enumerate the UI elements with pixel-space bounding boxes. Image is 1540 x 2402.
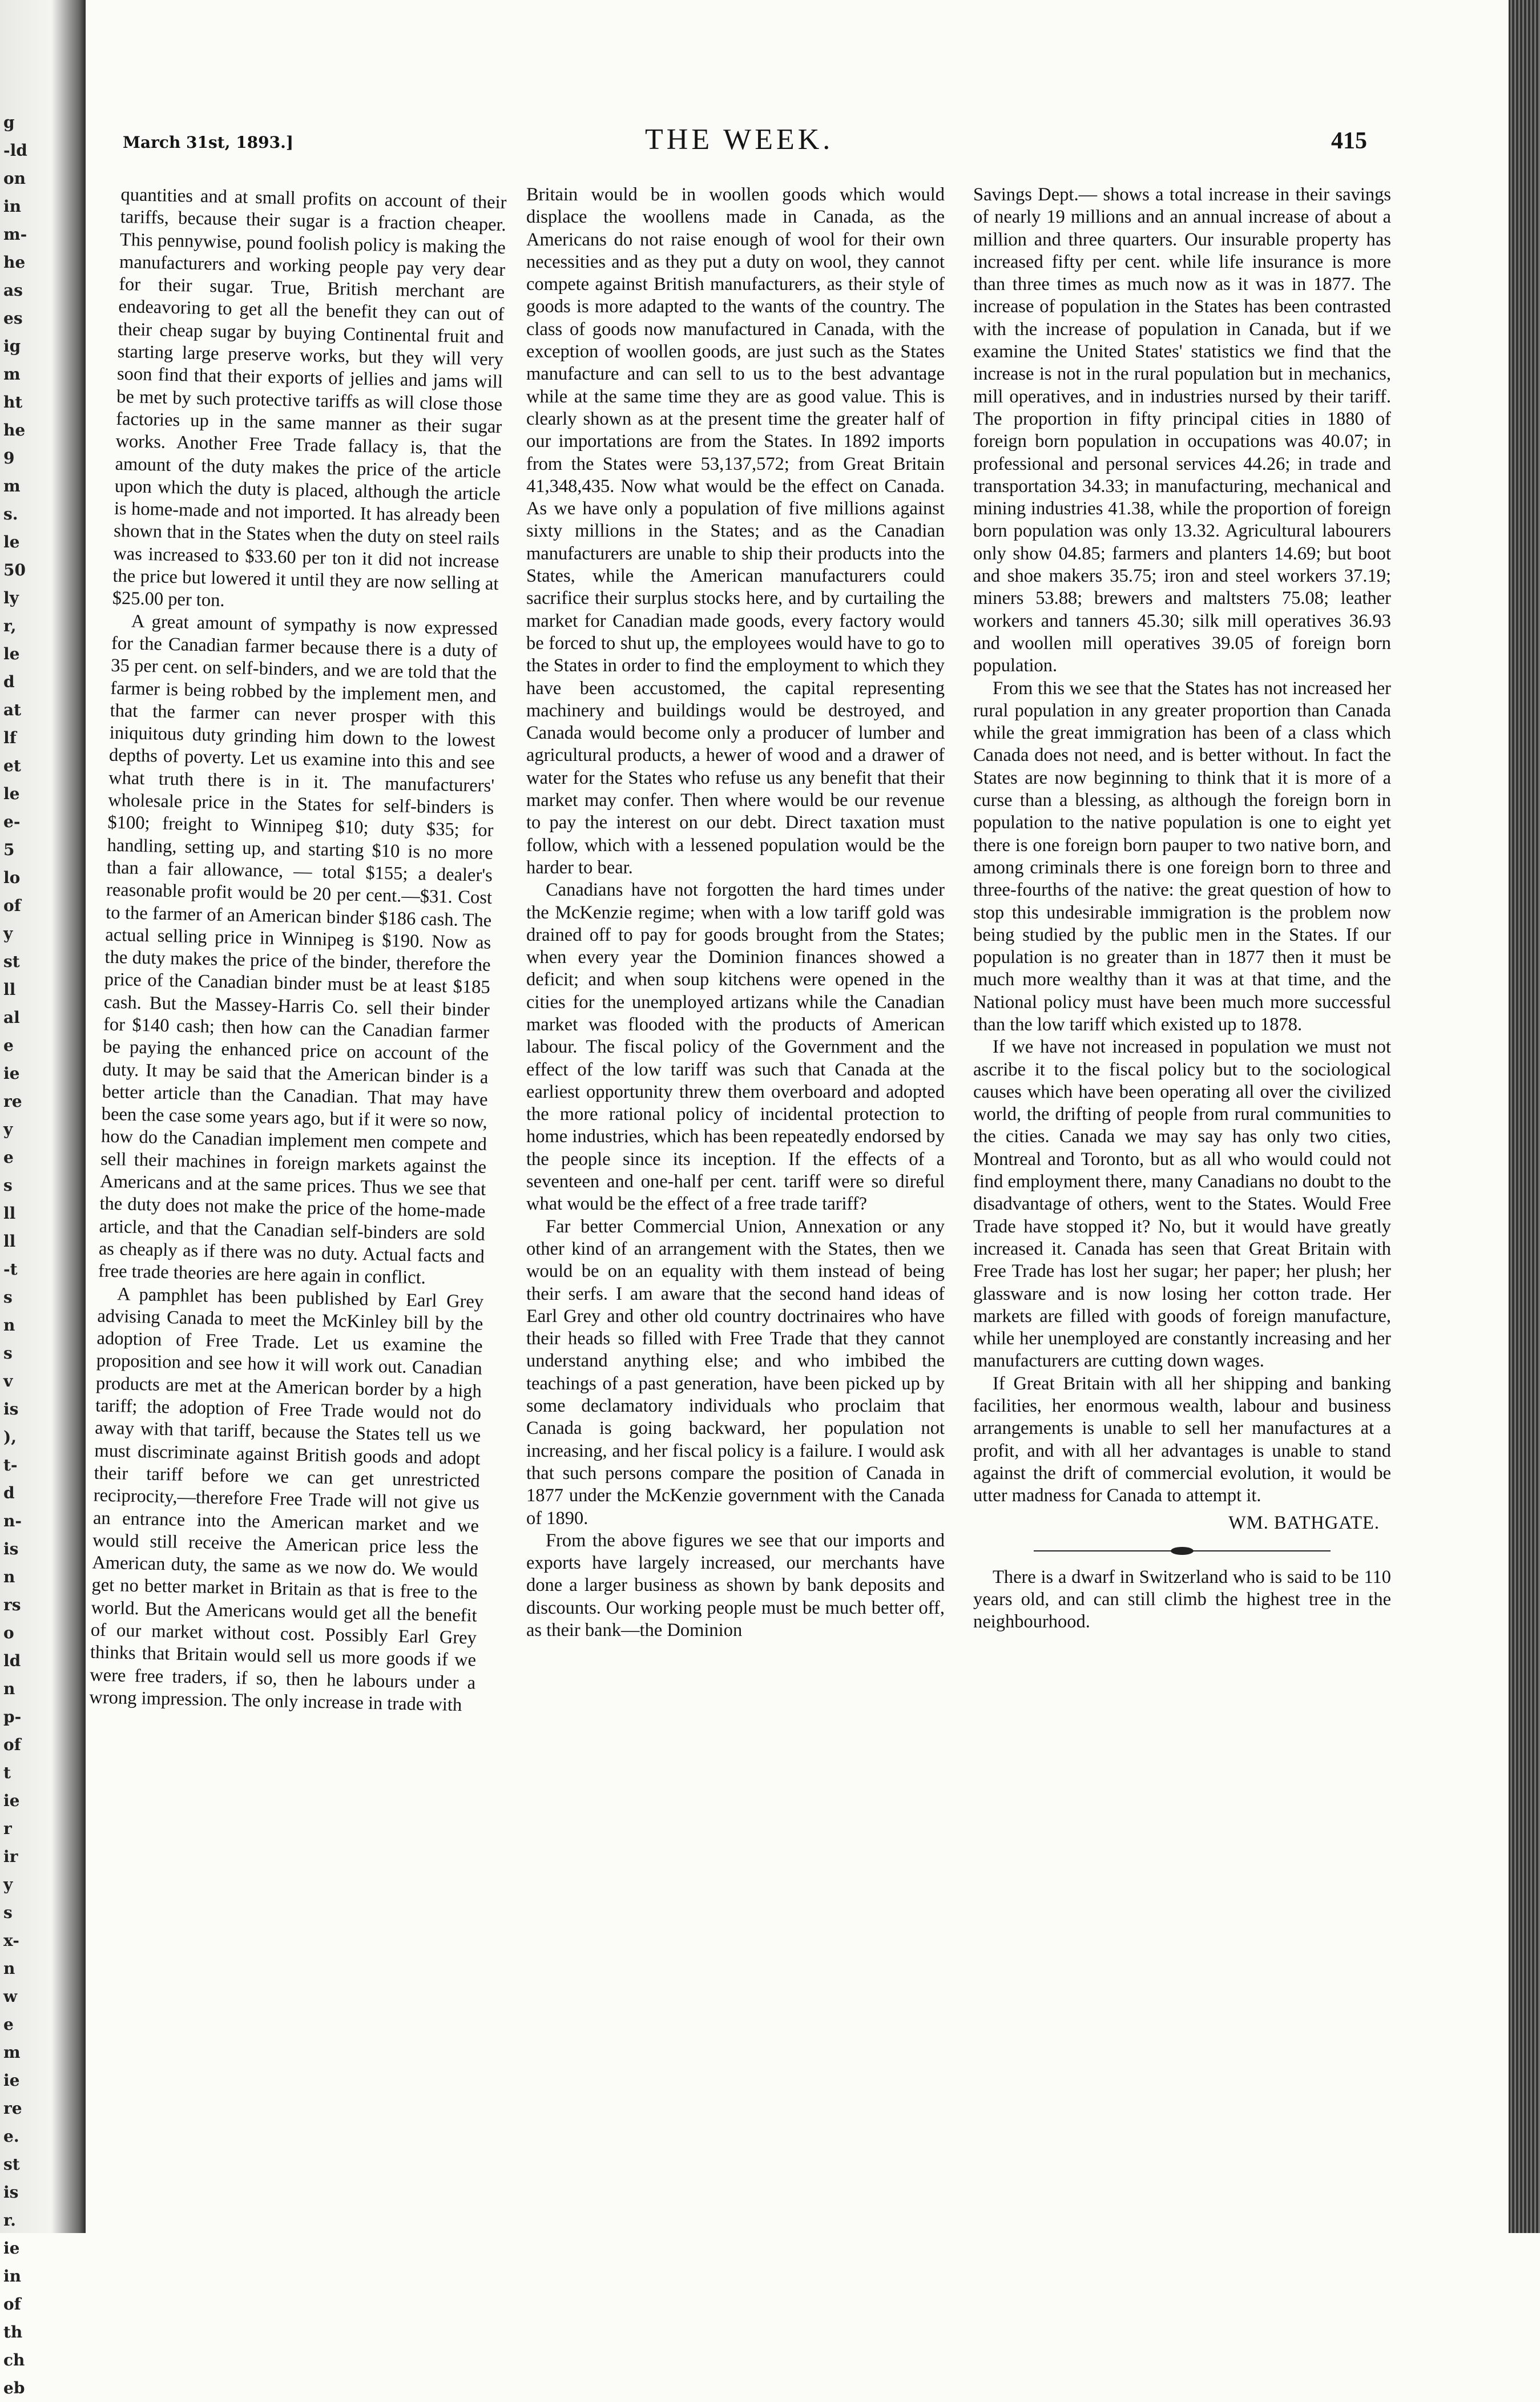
edge-fragment: re: [3, 1092, 22, 1111]
edge-fragment: ir: [3, 1847, 18, 1866]
edge-fragment: of: [3, 2295, 21, 2314]
edge-fragment: o: [3, 1623, 14, 1642]
edge-fragment: g: [3, 113, 15, 132]
paragraph: Far better Commercial Union, Annexation or any other kind of an arrangement with the States, then we would be on an equality with them instead of being their serfs. I am aware that the second hand ideas of Earl Grey and other old country doctrinaires who have their heads so filled with Free Trade that they cannot understand anything else; and who imbibed the teachings of a past generation, have been picked up by some declamatory individuals who proclaim that Canada is going backward, her population not increasing, and her fiscal policy is a failure. I would ask that such persons compare the position of Canada in 1877 under the McKenzie government with the Canada of 1890.: [526, 1216, 945, 1529]
edge-fragment: le: [3, 533, 20, 551]
edge-fragment: of: [3, 896, 21, 915]
edge-fragment: m: [3, 477, 21, 495]
facing-page-fragments: [3, 108, 38, 2402]
edge-fragment: ll: [3, 1204, 16, 1223]
edge-fragment: r: [3, 1819, 12, 1838]
edge-fragment: re: [3, 2099, 22, 2118]
edge-fragment: 5: [3, 840, 15, 859]
paragraph: If Great Britain with all her shipping and banking facilities, her enormous wealth, labour and business arrangements is unable to sell her manufactures at a profit, and with all her advantages is unable to stand against the drift of commercial evolution, it would be utter madness for Canada to attempt it.: [973, 1373, 1391, 1506]
edge-fragment: s: [3, 1288, 13, 1307]
edge-fragment: y: [3, 924, 13, 943]
issue-date: March 31st, 1893.]: [123, 133, 294, 152]
paragraph: If we have not increased in population we must not ascribe it to the fiscal policy but to the sociological causes which have been operating all over the civilized world, the drifting of people from rural communities to the cities. Canada we may say has only two cities, Montreal and Toronto, but as all who would could not find employment there, many Canadians no doubt to the disadvantage of others, went to the States. Would Free Trade have stopped it? No, but it would have greatly increased it. Canada has seen that Great Britain with Free Trade has lost her sugar; her paper; her plush; her glassware and is now losing her cotton trade. Her markets are filled with goods of foreign manufacture, while her unemployed are constantly increasing and her manufacturers are cutting down wages.: [973, 1037, 1391, 1372]
edge-fragment: ld: [3, 1651, 21, 1670]
edge-fragment: s.: [3, 505, 18, 523]
edge-fragment: e: [3, 1036, 14, 1055]
edge-fragment: eb: [3, 2379, 25, 2397]
edge-fragment: ie: [3, 1791, 20, 1810]
right-page-edges: [1509, 0, 1540, 2233]
edge-fragment: y: [3, 1875, 13, 1894]
edge-fragment: r,: [3, 616, 17, 635]
edge-fragment: m: [3, 2043, 21, 2062]
edge-fragment: al: [3, 1008, 20, 1027]
edge-fragment: n: [3, 1567, 15, 1586]
edge-fragment: lf: [3, 728, 17, 747]
edge-fragment: n-: [3, 1512, 22, 1530]
edge-fragment: in: [3, 197, 21, 216]
edge-fragment: in: [3, 2267, 21, 2286]
text-column-1: [89, 184, 507, 1717]
paragraph: A great amount of sympathy is now expressed for the Canadian farmer because there is a duty of 35 per cent. on self-binders, and we are told that the farmer is being robbed by the implement men, and that the farmer can never prosper with this iniquitous duty grinding him down to the lowest depths of poverty. Let us examine into this and see what truth there is in it. The manufacturers' wholesale price in the States for self-binders is $100; freight to Winnipeg $10; duty $35; for handling, setting up, and starting $10 is no more than a fair allowance, — total $155; a dealer's reasonable profit would be 20 per cent.—$31. Cost to the farmer of an American binder $186 cash. The actual selling price in Winnipeg is $190. Now as the duty makes the price of the binder, therefore the price of the Canadian binder must be at least $185 cash. But the Massey-Harris Co. sell their binder for $140 cash; then how can the Canadian farmer be paying the enhanced price on account of the duty. It may be said that the American binder is a better article than the Canadian. That may have been the case some years ago, but if it were so now, how do the Canadian implement men compete and sell their machines in foreign markets against the Americans and at the same prices. Thus we see that the duty does not make the price of the home-made article, and that the Canadian self-binders are sold as cheaply as if there was no duty. Actual facts and free trade theories are here again in conflict.: [98, 611, 498, 1288]
edge-fragment: t: [3, 1763, 11, 1782]
edge-fragment: rs: [3, 1595, 21, 1614]
edge-fragment: es: [3, 309, 23, 328]
edge-fragment: st: [3, 2155, 20, 2174]
page-number: 415: [1331, 128, 1367, 154]
edge-fragment: ie: [3, 2071, 20, 2090]
edge-fragment: ll: [3, 980, 16, 999]
section-divider: [1034, 1550, 1331, 1551]
edge-fragment: is: [3, 1539, 19, 1558]
paragraph: From this we see that the States has not increased her rural population in any greater proportion than Canada while the great immigration has been of a class which Canada does not need, and is better without. In fact the States are now beginning to think that it is more of a curse than a blessing, as although the foreign born in population to the native population is one to eight yet there is one foreign born pauper to two native born, and among criminals there is one foreign born to three and three-fourths of the native: the great question of how to stop this undesirable immigration is the problem now being studied by the public men in the States. If our population is no greater than in 1877 then it must be much more wealthy than it was at that time, and the National policy must have been much more successful than the low tariff which existed up to 1878.: [973, 678, 1391, 1035]
edge-fragment: d: [3, 1484, 15, 1502]
edge-fragment: n: [3, 1679, 15, 1698]
paragraph: From the above figures we see that our imports and exports have largely increased, our merchants have done a larger business as shown by bank deposits and discounts. Our working people must be much better off, as their bank—the Dominion: [526, 1530, 945, 1641]
edge-fragment: he: [3, 421, 26, 440]
edge-fragment: s: [3, 1176, 13, 1195]
edge-fragment: r.: [3, 2211, 16, 2230]
edge-fragment: e-: [3, 812, 21, 831]
edge-fragment: le: [3, 644, 20, 663]
edge-fragment: t-: [3, 1456, 18, 1474]
edge-fragment: ch: [3, 2351, 25, 2369]
paragraph: Britain would be in woollen goods which would displace the woollens made in Canada, as the Americans do not raise enough of wool for their own necessities and as they put a duty on wool, they cannot compete against British manufacturers, as their style of goods is more adapted to the wants of the country. The class of goods now manufactured in Canada, with the exception of woollen goods, are just such as the States manufacture and can sell to us to the best advantage while at the same time they are as good value. This is clearly shown as at the present time the greater half of our importations are from the States. In 1892 imports from the States were 53,137,572; from Great Britain 41,348,435. Now what would be the effect on Canada. As we have only a population of five millions against sixty millions in the States; and as the Canadian manufacturers are unable to ship their products into the States, while the American manufacturers could sacrifice their surplus stocks here, and by curtailing the market for Canadian made goods, every factory would be forced to shut up, the employees would have to go to the States in order to find the employment to which they have been accustomed, the capital representing machinery and buildings would be destroyed, and Canada would become only a producer of lumber and agricultural products, a hewer of wood and a drawer of water for the States who refuse us any benefit that their market may confer. Then where would be our revenue to pay the interest on our debt. Direct taxation must follow, which with a lessened population would be the harder to bear.: [526, 184, 945, 878]
paragraph: Canadians have not forgotten the hard times under the McKenzie regime; when with a low tariff gold was drained off to pay for goods brought from the States; when every year the Dominion finances showed a deficit; and when soup kitchens were opened in the cities for the unemployed artizans while the Canadian market was flooded with the products of American labour. The fiscal policy of the Government and the effect of the low tariff was such that Canada at the earliest opportunity threw them overboard and adopted the more rational policy of incidental protection to home industries, which has been repeatedly endorsed by the people since its inception. If the effects of a seventeen and one-half per cent. tariff were so direful what would be the effect of a free trade tariff?: [526, 880, 945, 1215]
text-column-3: [973, 184, 1391, 1634]
edge-fragment: at: [3, 700, 22, 719]
author-signature: WM. BATHGATE.: [1228, 1512, 1380, 1533]
news-note: There is a dwarf in Switzerland who is said to be 110 years old, and can still climb the highest tree in the neighbourhood.: [973, 1566, 1391, 1633]
edge-fragment: s: [3, 1903, 13, 1922]
edge-fragment: m: [3, 365, 21, 384]
edge-fragment: et: [3, 756, 21, 775]
edge-fragment: m-: [3, 225, 27, 244]
edge-fragment: is: [3, 1400, 19, 1418]
edge-fragment: ),: [3, 1428, 17, 1446]
paragraph: Savings Dept.— shows a total increase in their savings of nearly 19 millions and an annual increase of about a million and three quarters. Our insurable property has increased fifty per cent. while life insurance is more than three times as much now as it was in 1877. The increase of population in the States has been contrasted with the increase of population in Canada, but if we examine the United States' statistics we find that the increase is not in the rural population but in mechanics, mill operatives, and in industries nursed by their tariff. The proportion in fifty principal cities in 1880 of foreign born population in occupations was 40.07; in professional and personal services 44.26; in trade and transportation 34.33; in manufacturing, mechanical and mining industries 41.38, while the proportion of foreign born population was only 13.32. Agricultural labourers only show 04.85; farmers and planters 14.69; but boot and shoe makers 35.75; iron and steel workers 37.19; miners 53.88; brewers and maltsters 75.08; leather workers and tanners 45.30; silk mill operatives 36.93 and woollen mill operatives 39.05 of foreign born population.: [973, 184, 1391, 676]
edge-fragment: ie: [3, 1064, 20, 1083]
edge-fragment: ll: [3, 1232, 16, 1251]
edge-fragment: 9: [3, 449, 15, 467]
edge-fragment: -t: [3, 1260, 18, 1279]
edge-fragment: -ld: [3, 141, 27, 160]
edge-fragment: n: [3, 1959, 15, 1978]
edge-fragment: st: [3, 952, 20, 971]
edge-fragment: ht: [3, 393, 23, 412]
masthead-title: THE WEEK.: [645, 123, 834, 156]
text-column-2: [526, 184, 945, 1642]
edge-fragment: he: [3, 253, 26, 272]
edge-fragment: of: [3, 1735, 21, 1754]
edge-fragment: as: [3, 281, 23, 300]
edge-fragment: ig: [3, 337, 21, 356]
edge-fragment: th: [3, 2323, 23, 2341]
edge-fragment: n: [3, 1316, 15, 1335]
edge-fragment: 50: [3, 561, 26, 579]
edge-fragment: ly: [3, 589, 19, 607]
edge-fragment: p-: [3, 1707, 22, 1726]
edge-fragment: e.: [3, 2127, 19, 2146]
edge-fragment: ie: [3, 2239, 20, 2258]
edge-fragment: e: [3, 2015, 14, 2034]
paragraph: quantities and at small profits on account of their tariffs, because their sugar is a fraction cheaper. This pennywise, pound foolish policy is making the manufacturers and working people pay very dear for their sugar. True, British merchant are endeavoring to get all the benefit they can out of their cheap sugar by buying Continental fruit and starting large preserve works, but they will very soon find that their exports of jellies and jams will be met by such protective tariffs as will close those factories up in the same manner as their sugar works. Another Free Trade fallacy is, that the amount of the duty makes the price of the article upon which the duty is placed, although the article is home-made and not imported. It has already been shown that in the States when the duty on steel rails was increased to $33.60 per ton it did not increase the price but lowered it until they are now selling at $25.00 per ton.: [112, 184, 507, 611]
paragraph: A pamphlet has been published by Earl Grey advising Canada to meet the McKinley bill by the adoption of Free Trade. Let us examine the proposition and see how it will work out. Canadian products are met at the American border by a high tariff; the adoption of Free Trade would not do away with that tariff, because the States tell us we must discriminate against British goods and adopt their tariff before we can get unrestricted reciprocity,—therefore Free Trade will not give us an entrance into the American market and we would still receive the American price less the American duty, the same as we now do. We would get no better market in Britain as that is free to the world. But the Americans would get all the benefit of our market without cost. Possibly Earl Grey thinks that Britain would sell us more goods if we were free traders, if so, then he labours under a wrong impression. The only increase in trade with: [89, 1283, 484, 1715]
edge-fragment: s: [3, 1344, 13, 1363]
edge-fragment: on: [3, 169, 26, 188]
edge-fragment: is: [3, 2183, 19, 2202]
page-header: [123, 123, 1367, 168]
edge-fragment: w: [3, 1987, 18, 2006]
edge-fragment: d: [3, 672, 15, 691]
edge-fragment: v: [3, 1372, 13, 1391]
edge-fragment: le: [3, 784, 20, 803]
edge-fragment: y: [3, 1120, 13, 1139]
edge-fragment: lo: [3, 868, 21, 887]
edge-fragment: e: [3, 1148, 14, 1167]
edge-fragment: x-: [3, 1931, 19, 1950]
